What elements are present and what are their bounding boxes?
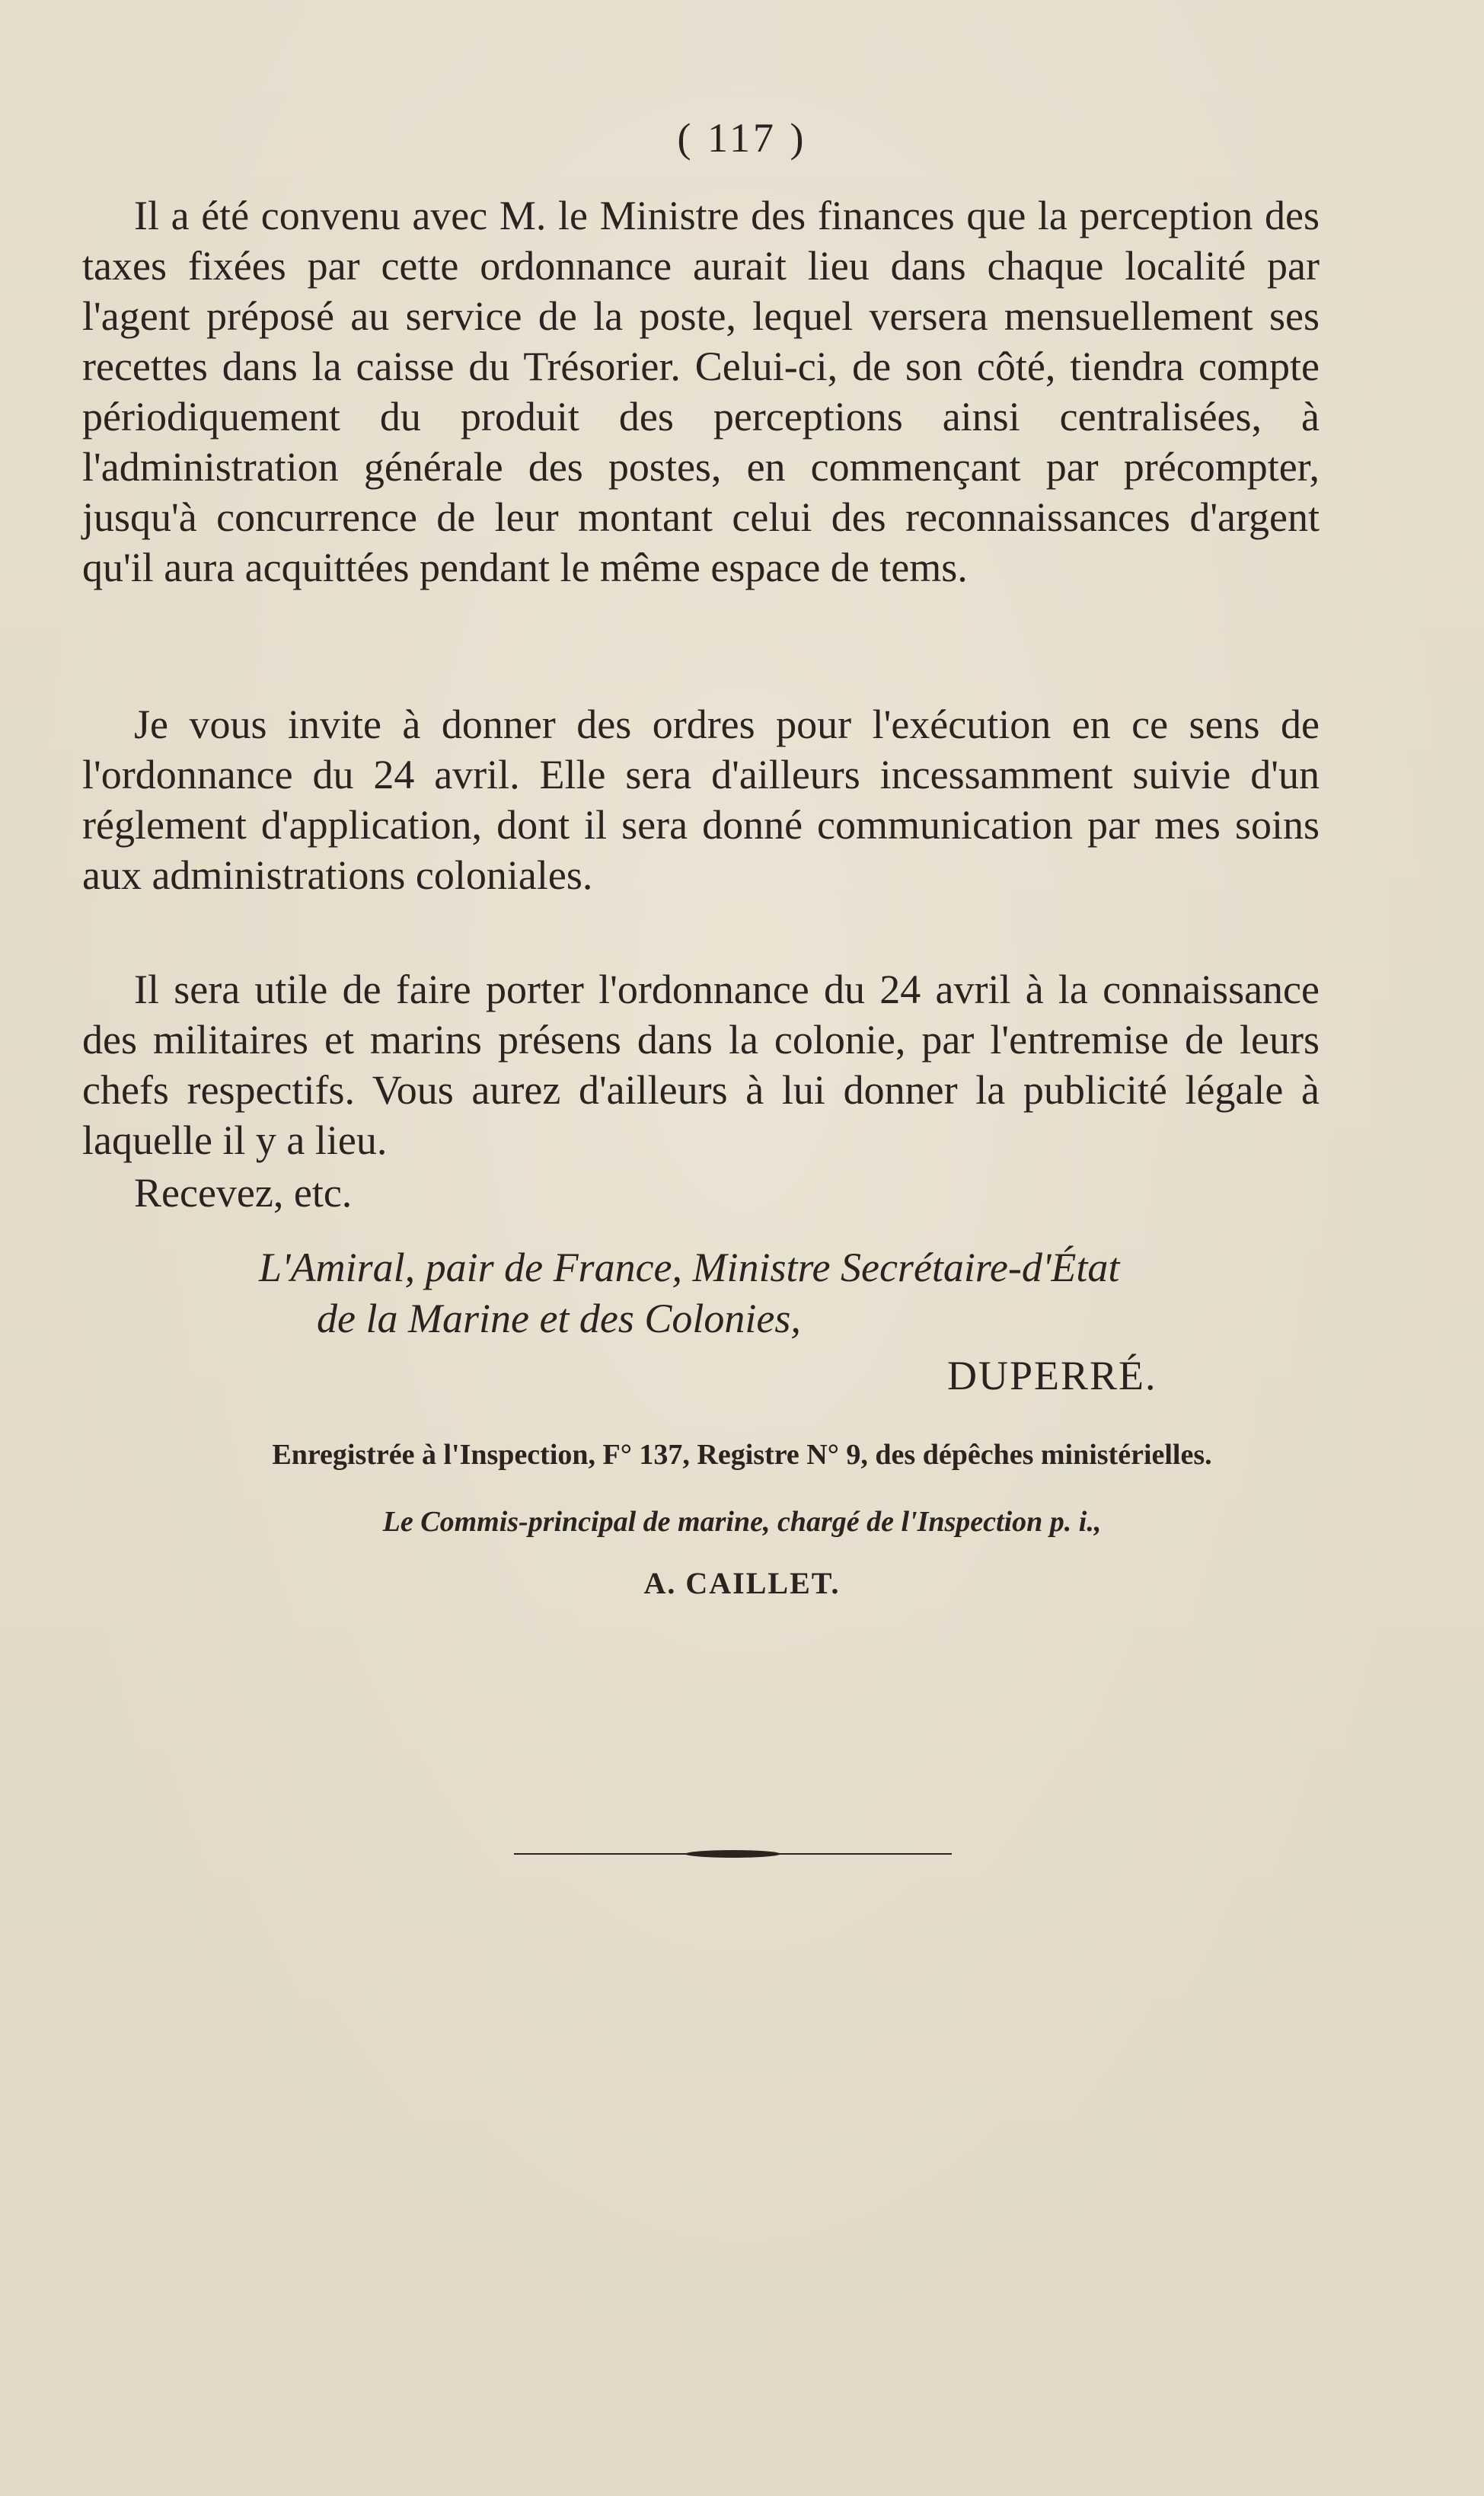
inspector-name: A. CAILLET.	[643, 1566, 841, 1600]
end-ornament-rule	[514, 1848, 952, 1860]
signatory-name: DUPERRÉ.	[947, 1353, 1157, 1398]
paragraph-postal-taxes	[82, 190, 1320, 593]
paragraph-text: Il a été convenu avec M. le Ministre des finances que la perception des taxes fixées par cette ordonnance aurait lieu dans chaque localité par l'agent préposé au service de la poste, lequel versera mensuellement ses recettes dans la caisse du Trésorier. Celui-ci, de son côté, tiendra compte périodiquement du produit des perceptions ainsi centralisées, à l'administration générale des postes, en commençant par précompter, jusqu'à concurrence de leur montant celui des reconnaissances d'argent qu'il aura acquittées pendant le même espace de tems.	[82, 193, 1320, 590]
closing-formula: Recevez, etc.	[134, 1170, 353, 1216]
ornament-knot	[685, 1850, 780, 1858]
registration-note: Enregistrée à l'Inspection, F° 137, Registre N° 9, des dépêches ministérielles.	[272, 1439, 1212, 1471]
paragraph-text: Il sera utile de faire porter l'ordonnance du 24 avril à la connaissance des militaires et marins présens dans la colonie, par l'entremise de leurs chefs respectifs. Vous aurez d'ailleurs à lui donner la publicité légale à laquelle il y a lieu.	[82, 967, 1320, 1163]
paragraph-text: Je vous invite à donner des ordres pour l'exécution en ce sens de l'ordonnance du 24 avril. Elle sera d'ailleurs incessamment suivie d'un réglement d'application, dont il sera donné communication par mes soins aux administrations coloniales.	[82, 702, 1320, 898]
paragraph-publicity	[82, 964, 1320, 1165]
inspector-title: Le Commis-principal de marine, chargé de l'Inspection p. i.,	[382, 1506, 1102, 1538]
paragraph-orders	[82, 699, 1320, 900]
signatory-title-line2: de la Marine et des Colonies,	[317, 1296, 801, 1341]
signatory-title-line1: L'Amiral, pair de France, Ministre Secrétaire-d'État	[259, 1245, 1120, 1290]
page-number: ( 117 )	[677, 115, 807, 161]
